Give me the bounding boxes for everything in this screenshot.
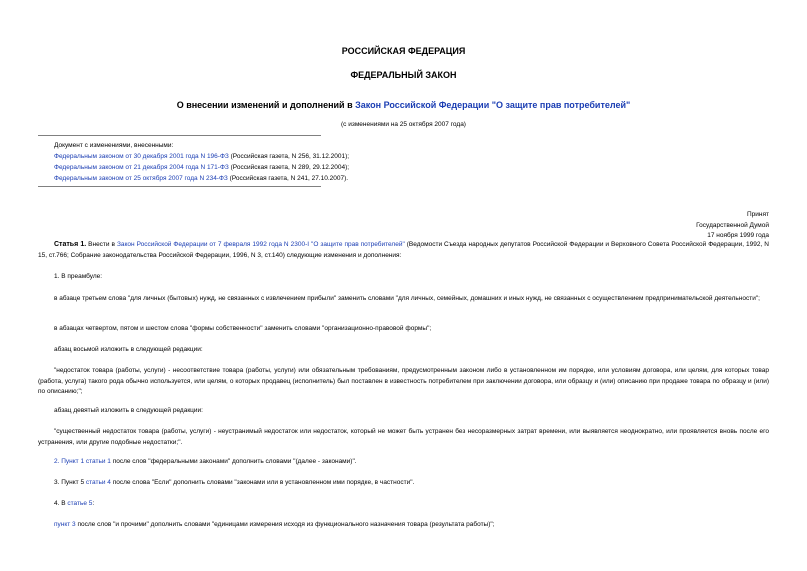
article-1-paragraph: Статья 1. Внести в Закон Российской Федерации от 7 февраля 1992 года N 2300-I "О защите прав потребителей" (Ведомости Съезда народных депутатов Российской Федерации и Верховного Совета Российской Федерации, 1992, N 15, ст.766; Собрание законодательства Российской Федерации, 1996, N 3, ст.140) следующие изменения и дополнения: <box>38 241 769 259</box>
point-3-link[interactable]: пункт 3 <box>54 521 76 528</box>
article-label: Статья 1. <box>54 241 87 248</box>
federation-heading: РОССИЙСКАЯ ФЕДЕРАЦИЯ <box>341 46 466 56</box>
amendments-list <box>54 140 349 184</box>
paragraph: абзац восьмой изложить в следующей редакции: <box>54 346 203 353</box>
title-prefix: О внесении изменений и дополнений в <box>176 100 356 110</box>
top-divider <box>38 135 321 136</box>
paragraph: "существенный недостаток товара (работы, услуги) - неустранимый недостаток или недостаток, который не может быть устранен без несоразмерных затрат времени, или выявляется неоднократно, или проявляется вновь после его устранения, или другие подобные недостатки;". <box>38 428 769 446</box>
paragraph: "недостаток товара (работы, услуги) - несоответствие товара (работы, услуги) или обязательным требованиям, предусмотренным законом либо в установленном им порядке, или условиям договора, или целям, для которых товар (работа, услуга) такого рода обычно используется, или целям, о которых продавец (исполнитель) был поставлен в известность потребителем при заключении договора, или образцу и (или) описанию при продаже товара по образцу и (или) по описанию;"; <box>38 367 769 395</box>
paragraph: пункт 3 после слов "и прочими" дополнить словами "единицами измерения исходя из функционального назначения товара (результата работы)"; <box>54 521 495 528</box>
article-4-link[interactable]: статьи 4 <box>85 479 111 486</box>
law-2300-link[interactable]: Закон Российской Федерации от 7 февраля 1992 года N 2300-I "О защите прав потребителей" <box>116 241 405 248</box>
paragraph: абзац девятый изложить в следующей редакции: <box>54 407 203 414</box>
bottom-divider <box>38 186 321 187</box>
document-title <box>0 100 807 110</box>
amendment-item: Федеральным законом от 30 декабря 2001 года N 196-ФЗ (Российская газета, N 256, 31.12.2001); <box>54 153 350 160</box>
paragraph: 2. Пункт 1 статьи 1 после слов "федеральными законами" дополнить словами "(далее - законами)". <box>54 458 357 465</box>
paragraph: 1. В преамбуле: <box>54 273 103 280</box>
amendment-item: Федеральным законом от 25 октября 2007 года N 234-ФЗ (Российская газета, N 241, 27.10.2007). <box>54 175 349 182</box>
article-1-point-1-link[interactable]: 2. Пункт 1 статьи 1 <box>54 458 111 465</box>
amendment-link[interactable]: Федеральным законом от 21 декабря 2004 года N 171-ФЗ <box>54 164 229 171</box>
law-type-heading: ФЕДЕРАЛЬНЫЙ ЗАКОН <box>350 70 457 80</box>
paragraph: в абзаце третьем слова "для личных (бытовых) нужд, не связанных с извлечением прибыли" заменить словами "для личных, семейных, домашних и иных нужд, не связанных с осуществлением предпринимательской деятельности"; <box>54 295 760 302</box>
article-5-link[interactable]: статье 5 <box>67 500 93 507</box>
adoption-note: Принят Государственной Думой 17 ноября 1999 года <box>696 211 769 239</box>
amendment-link[interactable]: Федеральным законом от 25 октября 2007 года N 234-ФЗ <box>54 175 228 182</box>
consumer-law-link[interactable]: Закон Российской Федерации "О защите прав потребителей" <box>355 100 631 110</box>
revision-note: (с изменениями на 25 октября 2007 года) <box>341 121 466 128</box>
amendments-intro: Документ с изменениями, внесенными: <box>54 142 174 149</box>
paragraph: в абзацах четвертом, пятом и шестом слова "формы собственности" заменить словами "организационно-правовой формы"; <box>54 325 432 332</box>
amendment-link[interactable]: Федеральным законом от 30 декабря 2001 года N 196-ФЗ <box>54 153 229 160</box>
paragraph: 4. В статье 5: <box>54 500 95 507</box>
paragraph: 3. Пункт 5 статьи 4 после слова "Если" дополнить словами "законами или в установленном ими порядке, в частности". <box>54 479 415 486</box>
amendment-item: Федеральным законом от 21 декабря 2004 года N 171-ФЗ (Российская газета, N 289, 29.12.2004); <box>54 164 350 171</box>
